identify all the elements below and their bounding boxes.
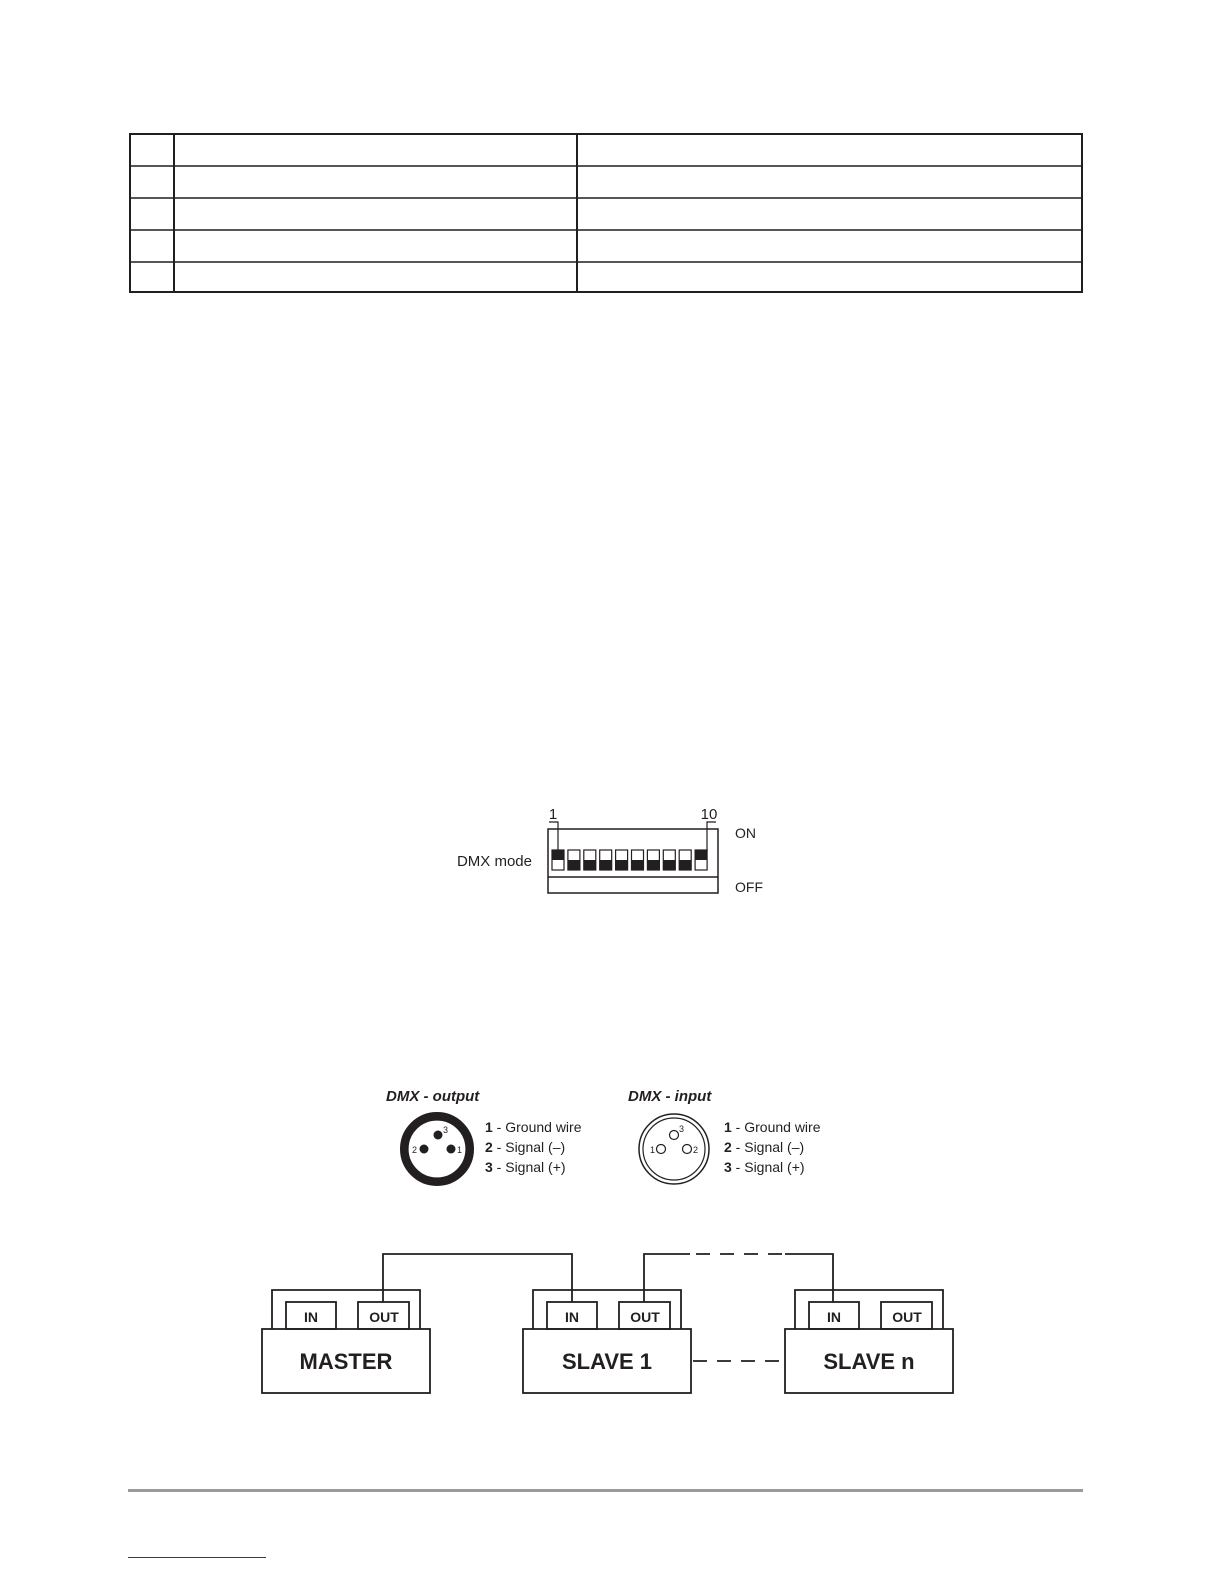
dip-switch-knob-1 (552, 850, 564, 860)
dip-switch-knob-10 (695, 850, 707, 860)
svg-text:1: 1 (457, 1145, 463, 1155)
dip-mode-label: DMX mode (456, 853, 532, 870)
dip-switch-knob-9 (679, 860, 691, 870)
svg-text:OUT: OUT (630, 1309, 660, 1325)
xlr-male-connector-icon (404, 1116, 470, 1182)
svg-text:1 - Ground wire: 1 - Ground wire (724, 1119, 821, 1135)
svg-text:2: 2 (412, 1145, 418, 1155)
dip-first-number: 1 (548, 806, 558, 823)
dip-switch-knob-4 (600, 860, 612, 870)
svg-text:3 - Signal (+): 3 - Signal (+) (724, 1159, 805, 1175)
svg-text:IN: IN (827, 1309, 841, 1325)
svg-text:3 - Signal (+): 3 - Signal (+) (485, 1159, 566, 1175)
svg-text:OUT: OUT (892, 1309, 922, 1325)
dip-on-label: ON (735, 825, 756, 841)
svg-text:IN: IN (565, 1309, 579, 1325)
connector-pinouts (0, 1075, 1225, 1200)
dip-switch-diagram (0, 780, 1225, 920)
cable-master-to-slave1 (383, 1254, 572, 1302)
svg-text:2: 2 (693, 1145, 699, 1155)
slave1-label: SLAVE 1 (561, 1349, 653, 1374)
dip-switch-knob-5 (616, 860, 628, 870)
dmx-chain-diagram (0, 1240, 1225, 1410)
svg-text:2 - Signal (–): 2 - Signal (–) (724, 1139, 805, 1155)
output-title: DMX - output (386, 1088, 480, 1105)
input-pin-legend (724, 1119, 821, 1175)
dip-last-number: 10 (700, 806, 718, 823)
svg-text:3: 3 (443, 1125, 449, 1135)
svg-text:3: 3 (679, 1124, 685, 1134)
svg-text:OUT: OUT (369, 1309, 399, 1325)
dip-switch-knob-2 (568, 860, 580, 870)
xlr-female-connector-icon (639, 1114, 709, 1184)
input-title: DMX - input (628, 1088, 712, 1105)
output-pin-legend (485, 1119, 582, 1175)
dip-switch-knob-6 (632, 860, 644, 870)
slaven-label: SLAVE n (823, 1349, 915, 1374)
dip-off-label: OFF (735, 879, 763, 895)
dip-switch-knob-3 (584, 860, 596, 870)
footer-link-underline (128, 1557, 266, 1558)
svg-text:IN: IN (304, 1309, 318, 1325)
dip-switch-row (552, 850, 707, 870)
master-label: MASTER (299, 1349, 393, 1374)
spec-table (0, 0, 1225, 320)
svg-text:1: 1 (650, 1145, 656, 1155)
svg-text:2 - Signal (–): 2 - Signal (–) (485, 1139, 566, 1155)
dip-switch-knob-8 (663, 860, 675, 870)
footer-rule (128, 1489, 1083, 1492)
svg-text:1 - Ground wire: 1 - Ground wire (485, 1119, 582, 1135)
dip-switch-knob-7 (647, 860, 659, 870)
